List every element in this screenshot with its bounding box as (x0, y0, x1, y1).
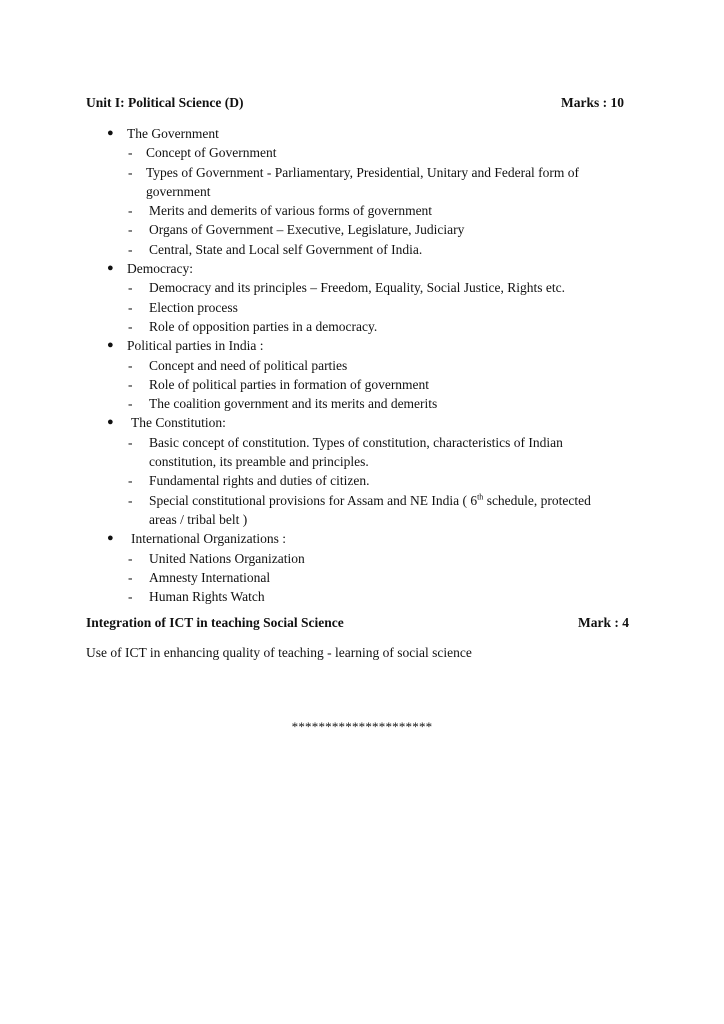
subtopic-item: - Central, State and Local self Government of India. (0, 240, 619, 259)
subtopic-item: - Election process (0, 298, 619, 317)
dash-icon: - (128, 492, 133, 508)
subtopic-item: - Concept and need of political parties (0, 356, 619, 375)
subtopic-list (0, 433, 724, 529)
topic-title: Political parties in India : (127, 338, 264, 354)
ict-title: Integration of ICT in teaching Social Science (86, 615, 344, 630)
topic-constitution (0, 413, 724, 529)
subtopic-item: - Role of political parties in formation of government (0, 375, 619, 394)
dash-icon: - (128, 222, 133, 238)
subtopic-item: - Basic concept of constitution. Types of constitution, characteristics of Indian constitution, its preamble and principles. (128, 434, 563, 470)
dash-icon: - (128, 434, 133, 450)
dash-icon: - (128, 569, 133, 585)
topic-list (0, 124, 724, 606)
subtopic-list (0, 143, 724, 259)
subtopic-list (0, 278, 724, 336)
topic-international-organizations (0, 529, 724, 606)
ict-header (86, 615, 629, 631)
topic-title: The Constitution: (131, 415, 226, 431)
subtopic-item: - Role of opposition parties in a democracy. (0, 317, 619, 336)
dash-icon: - (128, 241, 133, 257)
topic-government (0, 124, 724, 259)
ict-marks: Mark : 4 (578, 615, 629, 630)
subtopic-item: - Democracy and its principles – Freedom, Equality, Social Justice, Rights etc. (0, 278, 619, 297)
subtopic-item: - Types of Government - Parliamentary, Presidential, Unitary and Federal form of government (128, 164, 580, 199)
bullet-icon: ● (107, 416, 114, 429)
dash-icon: - (128, 164, 133, 180)
topic-democracy (0, 259, 724, 336)
subtopic-item: - United Nations Organization (0, 549, 619, 568)
dash-icon: - (128, 299, 133, 315)
subtopic-item-assam: - Special constitutional provisions for Assam and NE India ( 6th schedule, protected areas / tribal belt ) (128, 492, 591, 527)
dash-icon: - (128, 396, 133, 412)
bullet-icon: ● (107, 262, 114, 275)
unit-header (86, 95, 629, 111)
subtopic-item: - Amnesty International (0, 568, 619, 587)
section-separator: ********************* (291, 719, 433, 734)
subtopic-item: - The coalition government and its merits and demerits (0, 394, 619, 413)
bullet-icon: ● (107, 339, 114, 352)
topic-title: Democracy: (127, 261, 193, 277)
topic-title: International Organizations : (131, 531, 286, 547)
unit-title: Unit I: Political Science (D) (86, 95, 244, 110)
dash-icon: - (128, 280, 133, 296)
dash-icon: - (128, 589, 133, 605)
dash-icon: - (128, 550, 133, 566)
subtopic-item: - Human Rights Watch (0, 587, 619, 606)
subtopic-item: - Merits and demerits of various forms of government (0, 201, 619, 220)
subtopic-item: - Concept of Government (0, 143, 616, 162)
topic-title: The Government (127, 126, 219, 141)
topic-political-parties (0, 336, 724, 413)
dash-icon: - (128, 473, 133, 489)
dash-icon: - (128, 203, 133, 219)
bullet-icon: ● (107, 532, 114, 545)
dash-icon: - (128, 357, 133, 373)
dash-icon: - (128, 318, 133, 334)
ict-description: Use of ICT in enhancing quality of teaching - learning of social science (86, 645, 472, 660)
subtopic-list (0, 356, 724, 414)
subtopic-item: - Fundamental rights and duties of citizen. (0, 471, 619, 490)
dash-icon: - (128, 376, 133, 392)
unit-marks: Marks : 10 (561, 95, 624, 110)
subtopic-item: - Organs of Government – Executive, Legislature, Judiciary (0, 220, 619, 239)
subtopic-list (0, 549, 724, 607)
bullet-icon: ● (107, 127, 114, 139)
dash-icon: - (128, 145, 133, 161)
